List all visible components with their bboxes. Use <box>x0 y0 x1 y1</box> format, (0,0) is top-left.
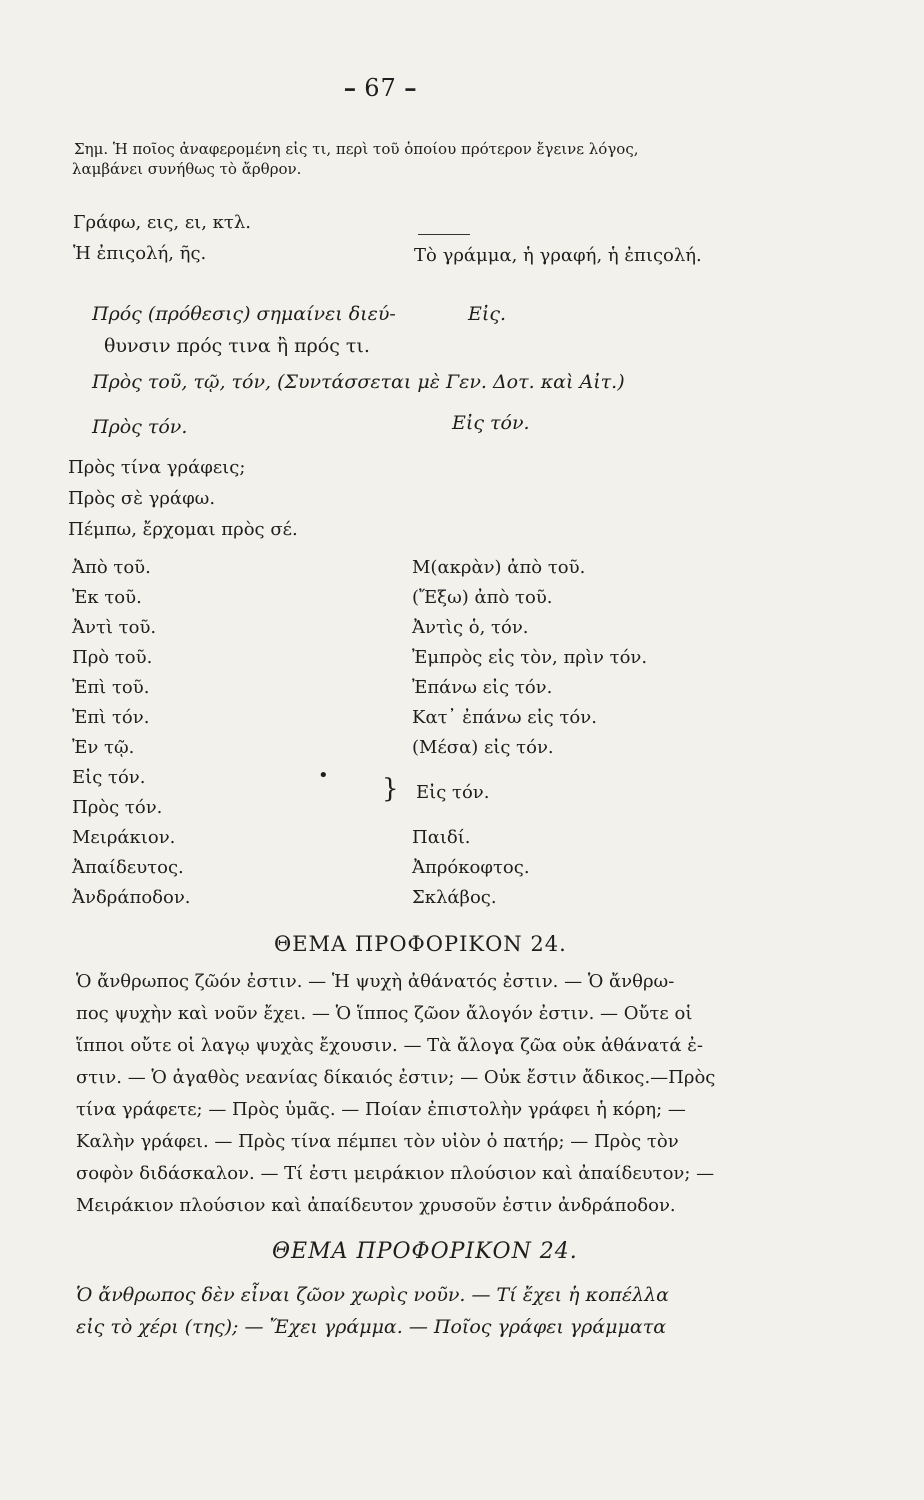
prep-left-item: Ἐπὶ τοῦ. <box>72 677 150 698</box>
pros-definition-eis: Εἰς. <box>468 303 506 325</box>
pros-definition-1: Πρός (πρόθεσις) σημαίνει διεύ- <box>92 303 396 325</box>
prep-right-item: (Ἔξω) ἀπὸ τοῦ. <box>412 587 553 608</box>
prep-right-item: Παιδί. <box>412 827 471 848</box>
prep-left-item: Πρὸ τοῦ. <box>72 647 153 668</box>
exercise-heading-1: ΘΕΜΑ ΠΡΟΦΟΡΙΚΟΝ 24. <box>274 932 567 956</box>
note-line-2: λαμβάνει συνήθως τὸ ἄρθρον. <box>72 160 302 178</box>
paragraph-line: τίνα γράφετε; — Πρὸς ὑμᾶς. — Ποίαν ἐπιστολὴν γράφει ἡ κόρη; — <box>76 1099 686 1120</box>
prep-left-item: Ἀνδράποδον. <box>72 887 191 908</box>
paragraph-line: Ὁ ἄνθρωπος ζῶόν ἐστιν. — Ἡ ψυχὴ ἀθάνατός ἐστιν. — Ὁ ἄνθρω- <box>76 971 675 992</box>
page-number-ornament-right: ━ <box>405 80 417 99</box>
prep-left-item: Πρὸς τόν. <box>72 797 163 818</box>
prep-left-item: Εἰς τόν. <box>72 767 146 788</box>
exercise-heading-2: ΘΕΜΑ ΠΡΟΦΟΡΙΚΟΝ 24. <box>272 1239 578 1264</box>
page-number-line <box>345 74 416 102</box>
prep-right-item: (Μέσα) εἰς τόν. <box>412 737 554 758</box>
paragraph-line: ἵπποι οὔτε οἱ λαγῳ ψυχὰς ἔχουσιν. — Τὰ ἄλογα ζῶα οὐκ ἀθάνατά ἐ- <box>76 1035 703 1056</box>
prep-right-item: Ἀντὶς ὁ, τόν. <box>412 617 529 638</box>
prep-left-item: Ἀντὶ τοῦ. <box>72 617 157 638</box>
paragraph-line: εἰς τὸ χέρι (της); — Ἔχει γράμμα. — Ποῖος γράφει γράμματα <box>76 1316 667 1338</box>
stray-dot: • <box>318 765 329 786</box>
prep-left-item: Ἀπὸ τοῦ. <box>72 557 151 578</box>
page-number: 67 <box>364 74 397 102</box>
separator-rule <box>418 234 470 235</box>
vocab-grapho: Γράφω, εις, ει, κτλ. <box>73 212 252 233</box>
note-line-1: Σημ. Ἡ ποῖος ἀναφερομένη εἰς τι, περὶ τοῦ ὁποίου πρότερον ἔγεινε λόγος, <box>74 140 639 158</box>
prep-right-item: Ἐπάνω εἰς τόν. <box>412 677 553 698</box>
example-3: Πέμπω, ἔρχομαι πρὸς σέ. <box>68 519 298 540</box>
pros-definition-2: θυνσιν πρός τινα ἢ πρός τι. <box>104 335 370 357</box>
prep-right-item: Ἀπρόκοφτος. <box>412 857 530 878</box>
brace: } <box>382 774 399 804</box>
prep-right-item: Εἰς τόν. <box>416 782 490 803</box>
prep-right-item: Ἐμπρὸς εἰς τὸν, πρὶν τόν. <box>412 647 648 668</box>
pros-construction: Πρὸς τοῦ, τῷ, τόν, (Συντάσσεται μὲ Γεν. Δοτ. καὶ Αἰτ.) <box>92 371 625 393</box>
paragraph-line: σοφὸν διδάσκαλον. — Τί ἐστι μειράκιον πλούσιον καὶ ἀπαίδευτον; — <box>76 1163 715 1184</box>
prep-right-item: Μ(ακρὰν) ἀπὸ τοῦ. <box>412 557 586 578</box>
paragraph-line: πος ψυχὴν καὶ νοῦν ἔχει. — Ὁ ἵππος ζῶον ἄλογόν ἐστιν. — Οὔτε οἱ <box>76 1003 693 1024</box>
paragraph-line: Μειράκιον πλούσιον καὶ ἀπαίδευτον χρυσοῦν ἐστιν ἀνδράποδον. <box>76 1195 676 1216</box>
prep-left-item: Ἐπὶ τόν. <box>72 707 150 728</box>
paragraph-line: Καλὴν γράφει. — Πρὸς τίνα πέμπει τὸν υἱὸν ὁ πατήρ; — Πρὸς τὸν <box>76 1131 679 1152</box>
prep-left-item: Ἀπαίδευτος. <box>72 857 184 878</box>
example-2: Πρὸς σὲ γράφω. <box>68 488 216 509</box>
paragraph-line: στιν. — Ὁ ἀγαθὸς νεανίας δίκαιός ἐστιν; — Οὐκ ἔστιν ἄδικος.—Πρὸς <box>76 1067 716 1088</box>
pros-ton: Πρὸς τόν. <box>92 416 188 438</box>
prep-left-item: Μειράκιον. <box>72 827 176 848</box>
vocab-epistole: Ἡ ἐπιςολή, ῆς. <box>73 243 207 264</box>
prep-left-item: Ἐκ τοῦ. <box>72 587 142 608</box>
prep-left-item: Ἐν τῷ. <box>72 737 135 758</box>
vocab-gramma: Τὸ γράμμα, ἡ γραφή, ἡ ἐπιςολή. <box>414 245 702 266</box>
page-number-ornament-left: ━ <box>345 80 356 99</box>
example-1: Πρὸς τίνα γράφεις; <box>68 457 246 478</box>
eis-ton: Εἰς τόν. <box>452 412 530 434</box>
paragraph-line: Ὁ ἄνθρωπος δὲν εἶναι ζῶον χωρὶς νοῦν. — Τί ἔχει ἡ κοπέλλα <box>76 1284 670 1306</box>
prep-right-item: Κατ᾽ ἐπάνω εἰς τόν. <box>412 707 597 728</box>
prep-right-item: Σκλάβος. <box>412 887 497 908</box>
